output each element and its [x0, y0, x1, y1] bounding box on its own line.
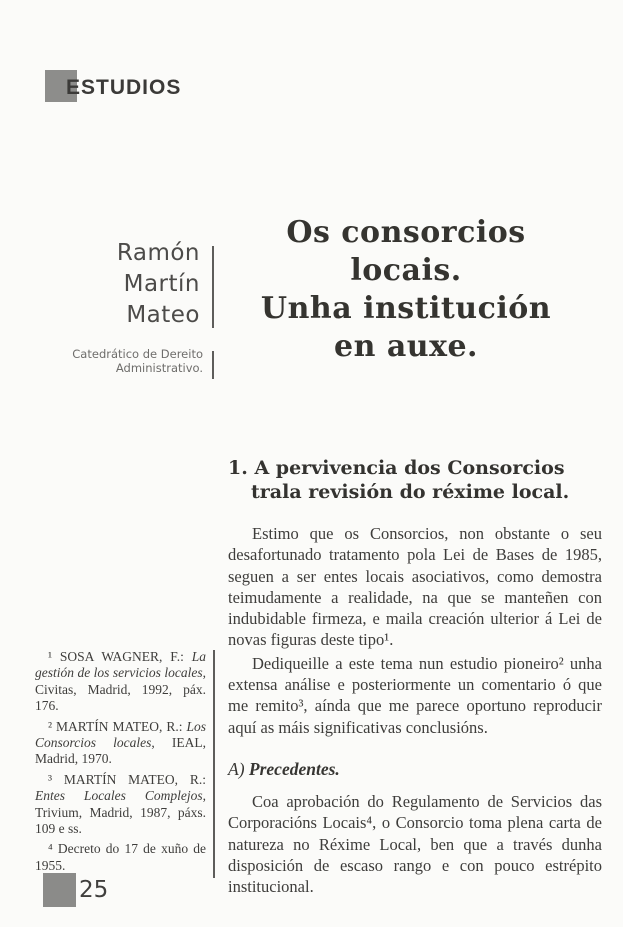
kicker-label: ESTUDIOS: [66, 76, 182, 99]
page-number: 25: [79, 877, 109, 903]
footnote-text: , Civitas, Madrid, 1992, páx. 176.: [35, 665, 206, 714]
subsection-heading: [228, 759, 602, 780]
body-paragraph-2: Dediqueille a este tema nun estudio pioneiro² unha extensa análise e posteriormente un comentario ó que me remito³, aínda que me parece oportuno reproducir aquí as máis significativas conclusións.: [228, 653, 602, 737]
page-footer: [43, 873, 108, 907]
body-paragraph-1: Estimo que os Consorcios, non obstante o seu desafortunado tratamento pola Lei de Bases de 1985, seguen a ser entes locais asociativos, como demostra teimudamente a realidade, na que se manteñen con indubidable firmeza, e maila creación ulterior á Lei de novas figuras deste tipo¹.: [228, 524, 602, 650]
subsection-label: A): [228, 758, 249, 779]
author-role-line: Catedrático de Dereito: [72, 347, 203, 361]
body-paragraph-3: Coa aprobación do Regulamento de Servicios das Corporacións Locais⁴, o Consorcio toma plena carta de natureza no Réxime Local, ben que a través dunha disposición de escaso rango e con pouco estrépito institucional.: [228, 791, 602, 897]
footnote-work-title: Entes Locales Complejos: [35, 788, 203, 804]
footnote-work-title: Los Consorcios locales: [35, 718, 206, 751]
author-role-line: Administrativo.: [115, 361, 203, 375]
footnote-text: ² MARTÍN MATEO, R.:: [48, 718, 187, 734]
author-name: [58, 238, 200, 331]
footnote-2: [35, 719, 206, 768]
footnote-1: [35, 649, 206, 715]
section-heading: [228, 456, 602, 504]
article-title-line: Unha institución: [260, 291, 552, 326]
section-heading-line: 1. A pervivencia dos Consorcios: [228, 457, 565, 479]
footnotes-column: [35, 649, 206, 878]
author-role: [40, 347, 203, 375]
footnote-work-title: La gestión de los servicios locales: [35, 649, 206, 681]
author-name-line: Martín: [123, 271, 200, 297]
footnote-4: [35, 841, 206, 874]
article-title-line: Os consorcios locais.: [286, 215, 526, 288]
subsection-title: Precedentes.: [248, 758, 340, 779]
footnote-3: [35, 772, 206, 838]
author-name-line: Mateo: [126, 302, 200, 328]
footnote-text: ⁴ Decreto do 17 de xuño de 1955.: [35, 841, 206, 873]
author-name-line: Ramón: [116, 240, 200, 266]
article-title: [230, 214, 582, 366]
footnote-text: ¹ SOSA WAGNER, F.:: [48, 649, 192, 664]
main-text-column: [228, 456, 602, 899]
section-kicker: [45, 70, 265, 103]
author-divider-rule: [212, 246, 214, 328]
page-number-square-decoration: [43, 873, 76, 907]
footnote-text: , IEAL, Madrid, 1970.: [35, 735, 206, 767]
article-title-line: en auxe.: [333, 329, 478, 364]
author-role-divider-rule: [212, 351, 214, 379]
footnote-text: , Trivium, Madrid, 1987, páxs. 109 e ss.: [35, 788, 206, 837]
column-divider-rule: [213, 650, 215, 878]
footnote-text: ³ MARTÍN MATEO, R.:: [48, 771, 206, 787]
section-heading-line: trala revisión do réxime local.: [251, 481, 570, 503]
